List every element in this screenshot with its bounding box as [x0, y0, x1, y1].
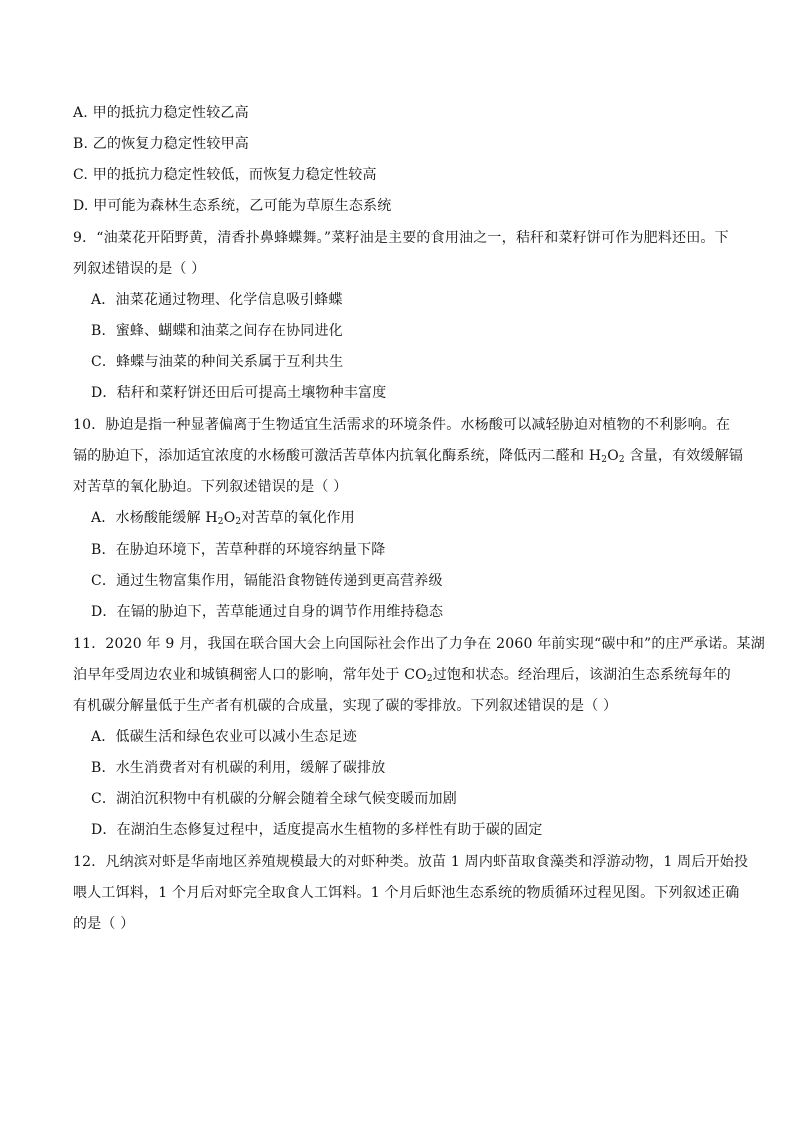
q12-stem-line3: 的是（ ）: [73, 916, 135, 932]
q9-stem-line1: 9．“油菜花开陌野黄，清香扑鼻蜂蝶舞。”菜籽油是主要的食用油之一，秸秆和菜籽饼可作为肥料还田。下: [73, 230, 729, 246]
q8-option-a: A. 甲的抵抗力稳定性较乙高: [73, 105, 249, 121]
q12-stem-line2: 喂人工饵料，1 个月后对虾完全取食人工饵料。1 个月后虾池生态系统的物质循环过程见图。下列叙述正确: [73, 885, 740, 901]
q12-stem-line1: 12．凡纳滨对虾是华南地区养殖规模最大的对虾种类。放苗 1 周内虾苗取食藻类和浮游动物，1 周后开始投: [73, 854, 749, 870]
q8-option-c: C. 甲的抵抗力稳定性较低，而恢复力稳定性较高: [73, 167, 377, 183]
q9-stem-line2: 列叙述错误的是（ ）: [73, 261, 206, 277]
q9-option-b: B．蜜蜂、蝴蝶和油菜之间存在协同进化: [91, 323, 343, 339]
q9-option-a: A．油菜花通过物理、化学信息吸引蜂蝶: [91, 292, 343, 308]
q11-option-b: B．水生消费者对有机碳的利用，缓解了碳排放: [91, 760, 386, 776]
q11-stem-line3: 有机碳分解量低于生产者有机碳的合成量，实现了碳的零排放。下列叙述错误的是（ ）: [73, 698, 618, 714]
q11-option-c: C．湖泊沉积物中有机碳的分解会随着全球气候变暖而加剧: [91, 791, 457, 807]
q11-option-d: D．在湖泊生态修复过程中，适度提高水生植物的多样性有助于碳的固定: [91, 822, 543, 838]
q8-option-d: D. 甲可能为森林生态系统，乙可能为草原生态系统: [73, 198, 392, 214]
q9-option-d: D．秸秆和菜籽饼还田后可提高土壤物种丰富度: [91, 385, 387, 401]
q10-option-b: B．在胁迫环境下，苦草种群的环境容纳量下降: [91, 542, 386, 558]
q10-option-c: C．通过生物富集作用，镉能沿食物链传递到更高营养级: [91, 573, 443, 589]
q11-stem-line2: 泊早年受周边农业和城镇稠密人口的影响，常年处于 $CO_2$过饱和状态。经治理后，该湖泊生态系统每年的: [73, 667, 731, 684]
q10-stem-line1: 10．胁迫是指一种显著偏离于生物适宜生活需求的环境条件。水杨酸可以减轻胁迫对植物的不利影响。在: [73, 417, 731, 433]
q10-option-d: D．在镉的胁迫下，苦草能通过自身的调节作用维持稳态: [91, 604, 444, 620]
q8-option-b: B. 乙的恢复力稳定性较甲高: [73, 136, 249, 152]
q11-stem-line1: 11．2020 年 9 月，我国在联合国大会上向国际社会作出了力争在 2060 年前实现“碳中和”的庄严承诺。某湖: [73, 636, 765, 652]
q10-option-a: A．水杨酸能缓解 $H_2O_2$对苦草的氧化作用: [91, 510, 355, 527]
q10-stem-line2: 镉的胁迫下，添加适宜浓度的水杨酸可激活苦草体内抗氧化酶系统，降低丙二醛和 $H_2O_2$ 含量，有效缓解镉: [73, 448, 744, 465]
q11-option-a: A．低碳生活和绿色农业可以减小生态足迹: [91, 729, 357, 745]
q9-option-c: C．蜂蝶与油菜的种间关系属于互利共生: [91, 354, 344, 370]
q10-stem-line3: 对苦草的氧化胁迫。下列叙述错误的是（ ）: [73, 479, 348, 495]
